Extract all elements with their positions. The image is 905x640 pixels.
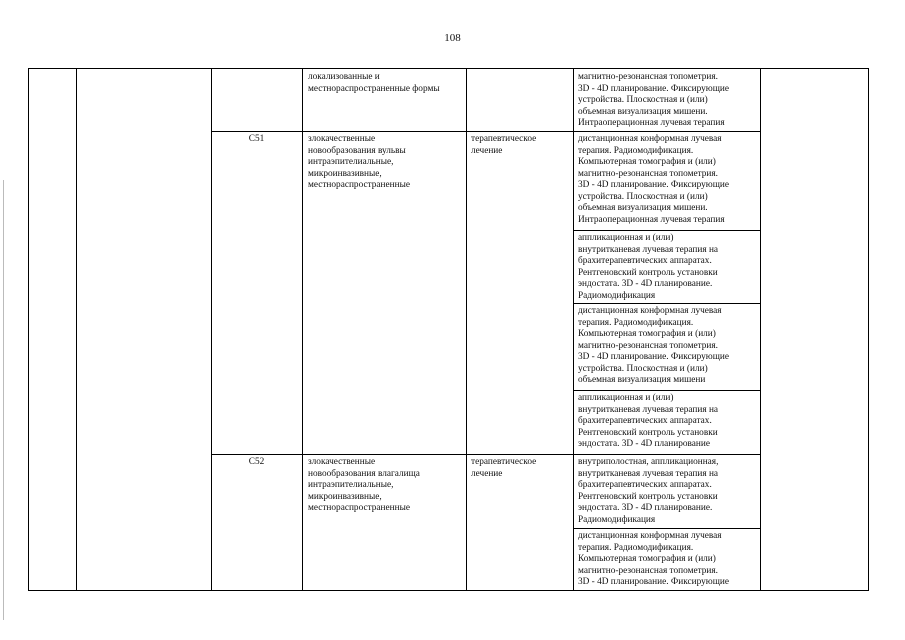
method-divider <box>573 390 761 391</box>
method-cell: дистанционная конформная лучевая терапия. Радиомодификация. Компьютерная томография и (или) магнитно-резонансная топометрия. 3D - 4D планирование. Фиксирующие устройства. Плоскостная и (или) объемная визуализация мишени. Интраоперационная лучевая терапия <box>578 134 729 225</box>
column-divider <box>76 69 77 590</box>
method-cell: аппликационная и (или) внутритканевая лучевая терапия на брахитерапевтических аппаратах. Рентгеновский контроль установки эндостата. 3D - 4D планирование <box>578 393 719 449</box>
medical-table <box>28 68 869 591</box>
treatment-cell: терапевтическое лечение <box>471 134 537 156</box>
method-divider <box>573 528 761 529</box>
scan-edge-mark <box>3 180 4 620</box>
method-cell: дистанционная конформная лучевая терапия. Радиомодификация. Компьютерная томография и (или) магнитно-резонансная топометрия. 3D - 4D планирование. Фиксирующие устройства. Плоскостная и (или) объемная визуализация мишени <box>578 306 729 385</box>
icd-code-cell: C52 <box>248 457 265 467</box>
diagnosis-cell: злокачественные новообразования вульвы интраэпителиальные, микроинвазивные, местнораспространенные <box>308 134 410 190</box>
row-divider <box>211 454 761 455</box>
method-divider <box>573 230 761 231</box>
column-divider <box>211 69 212 590</box>
column-divider <box>760 69 761 590</box>
method-cell: аппликационная и (или) внутритканевая лучевая терапия на брахитерапевтических аппаратах. Рентгеновский контроль установки эндостата. 3D - 4D планирование. Радиомодификация <box>578 233 719 301</box>
treatment-cell: терапевтическое лечение <box>471 457 537 479</box>
method-divider <box>573 303 761 304</box>
method-cell: внутриполостная, аппликационная, внутритканевая лучевая терапия на брахитерапевтических аппаратах. Рентгеновский контроль установки эндостата. 3D - 4D планирование. Радиомодификация <box>578 457 719 525</box>
method-cell: магнитно-резонансная топометрия. 3D - 4D планирование. Фиксирующие устройства. Плоскостная и (или) объемная визуализация мишени. Интраоперационная лучевая терапия <box>578 72 729 128</box>
diagnosis-cell: локализованные и местнораспространенные формы <box>308 72 440 94</box>
method-cell: дистанционная конформная лучевая терапия. Радиомодификация. Компьютерная томография и (или) магнитно-резонансная топометрия. 3D - 4D планирование. Фиксирующие <box>578 531 729 587</box>
column-divider <box>466 69 467 590</box>
row-divider <box>211 131 761 132</box>
diagnosis-cell: злокачественные новообразования влагалища интраэпителиальные, микроинвазивные, местнораспространенные <box>308 457 420 513</box>
icd-code-cell: C51 <box>248 134 265 144</box>
column-divider <box>573 69 574 590</box>
column-divider <box>302 69 303 590</box>
page-number: 108 <box>444 32 461 44</box>
